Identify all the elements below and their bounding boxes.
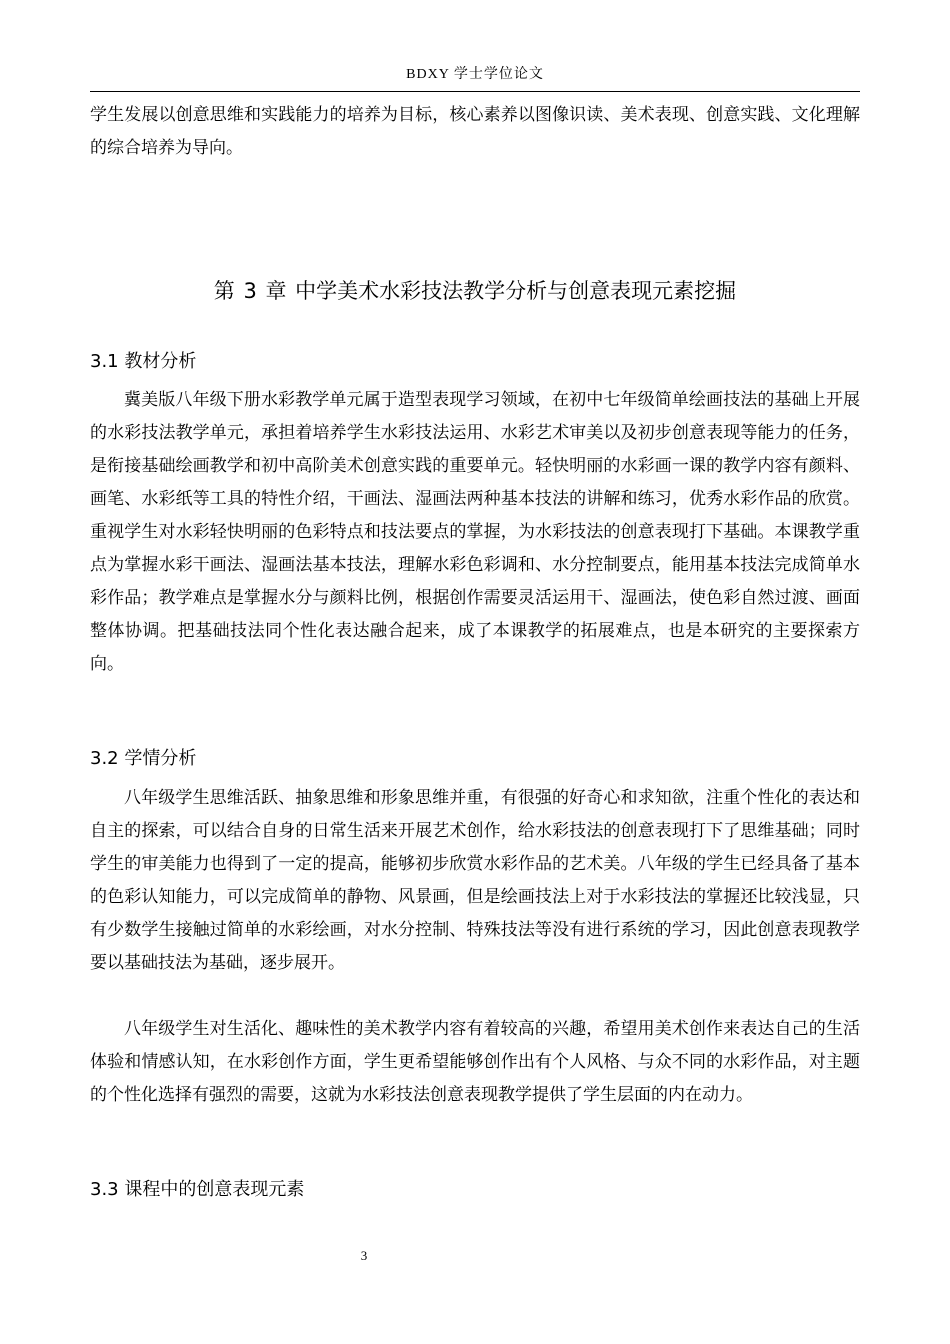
- section-3-2-paragraph-2: 八年级学生对生活化、趣味性的美术教学内容有着较高的兴趣，希望用美术创作来表达自己的生活体验和情感认知，在水彩创作方面，学生更希望能够创作出有个人风格、与众不同的水彩作品，对主题的个性化选择有强烈的需要，这就为水彩技法创意表现教学提供了学生层面的内在动力。: [90, 1019, 860, 1105]
- chapter-title: 第 3 章 中学美术水彩技法教学分析与创意表现元素挖掘: [213, 279, 737, 303]
- section-heading-3-2: 3.2 学情分析: [90, 748, 197, 769]
- section-heading-3-3: 3.3 课程中的创意表现元素: [90, 1179, 305, 1200]
- section-3-2-paragraph-1: 八年级学生思维活跃、抽象思维和形象思维并重，有很强的好奇心和求知欲，注重个性化的表达和自主的探索，可以结合自身的日常生活来开展艺术创作，给水彩技法的创意表现打下了思维基础；同时学生的审美能力也得到了一定的提高，能够初步欣赏水彩作品的艺术美。八年级的学生已经具备了基本的色彩认知能力，可以完成简单的静物、风景画，但是绘画技法上对于水彩技法的掌握还比较浅显，只有少数学生接触过简单的水彩绘画，对水分控制、特殊技法等没有进行系统的学习，因此创意表现教学要以基础技法为基础，逐步展开。: [90, 788, 860, 973]
- running-header-title: BDXY 学士学位论文: [406, 67, 544, 82]
- section-heading-3-1: 3.1 教材分析: [90, 351, 197, 372]
- header-rule: [90, 91, 860, 92]
- section-3-1-paragraph: 冀美版八年级下册水彩教学单元属于造型表现学习领域，在初中七年级简单绘画技法的基础上开展的水彩技法教学单元，承担着培养学生水彩技法运用、水彩艺术审美以及初步创意表现等能力的任务，是衔接基础绘画教学和初中高阶美术创意实践的重要单元。轻快明丽的水彩画一课的教学内容有颜料、画笔、水彩纸等工具的特性介绍，干画法、湿画法两种基本技法的讲解和练习，优秀水彩作品的欣赏。重视学生对水彩轻快明丽的色彩特点和技法要点的掌握，为水彩技法的创意表现打下基础。本课教学重点为掌握水彩干画法、湿画法基本技法，理解水彩色彩调和、水分控制要点，能用基本技法完成简单水彩作品；教学难点是掌握水分与颜料比例，根据创作需要灵活运用干、湿画法，使色彩自然过渡、画面整体协调。把基础技法同个性化表达融合起来，成了本课教学的拓展难点，也是本研究的主要探索方向。: [90, 390, 860, 674]
- page-number: 3: [360, 1248, 368, 1263]
- intro-paragraph: 学生发展以创意思维和实践能力的培养为目标，核心素养以图像识读、美术表现、创意实践、文化理解的综合培养为导向。: [90, 105, 860, 158]
